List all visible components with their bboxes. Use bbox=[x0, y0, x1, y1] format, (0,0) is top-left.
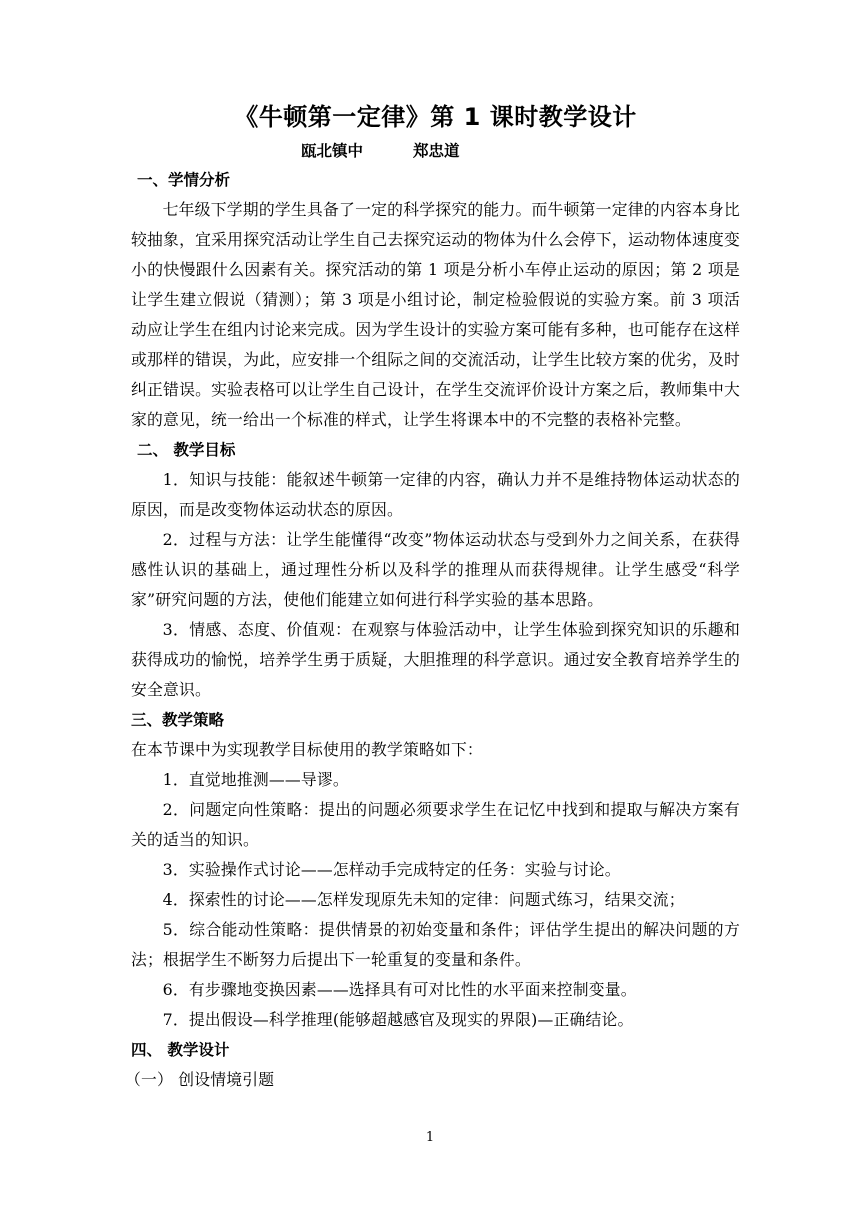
strategy-item-1: 1．直觉地推测——导谬。 bbox=[162, 770, 349, 789]
school-name: 瓯北镇中 bbox=[301, 142, 364, 160]
document-title: 《牛顿第一定律》第 1 课时教学设计 bbox=[234, 103, 637, 131]
objective-item-2: 2．过程与方法：让学生能懂得“改变”物体运动状态与受到外力之间关系，在获得感性认识的基础上，通过理性分析以及科学的推理从而获得规律。让学生感受“科学家”研究问题的方法，使他们能建立如何进行科学实验的基本思路。 bbox=[131, 530, 740, 609]
author-name: 郑忠道 bbox=[413, 142, 460, 160]
strategy-item-4: 4．探索性的讨论——怎样发现原先未知的定律：问题式练习，结果交流； bbox=[162, 890, 685, 909]
objective-item-3: 3．情感、态度、价值观：在观察与体验活动中，让学生体验到探究知识的乐趣和获得成功的愉悦，培养学生勇于质疑，大胆推理的科学意识。通过安全教育培养学生的安全意识。 bbox=[131, 620, 740, 699]
section-heading-2: 二、 教学目标 bbox=[137, 441, 236, 459]
strategy-intro: 在本节课中为实现教学目标使用的教学策略如下： bbox=[131, 740, 483, 759]
strategy-item-6: 6．有步骤地变换因素——选择具有可对比性的水平面来控制变量。 bbox=[162, 980, 637, 999]
section-heading-3: 三、教学策略 bbox=[131, 711, 225, 729]
strategy-item-7: 7．提出假设—科学推理(能够超越感官及现实的界限)—正确结论。 bbox=[162, 1010, 634, 1029]
strategy-item-2: 2．问题定向性策略：提出的问题必须要求学生在记忆中找到和提取与解决方案有关的适当的知识。 bbox=[131, 800, 740, 849]
page-number: 1 bbox=[425, 1130, 435, 1145]
section-heading-1: 一、学情分析 bbox=[137, 171, 231, 189]
strategy-item-5: 5．综合能动性策略：提供情景的初始变量和条件；评估学生提出的解决问题的方法；根据学生不断努力后提出下一轮重复的变量和条件。 bbox=[131, 920, 740, 969]
objective-item-1: 1．知识与技能：能叙述牛顿第一定律的内容，确认力并不是维持物体运动状态的原因，而是改变物体运动状态的原因。 bbox=[131, 470, 740, 519]
section-1-paragraph: 七年级下学期的学生具备了一定的科学探究的能力。而牛顿第一定律的内容本身比较抽象，宜采用探究活动让学生自己去探究运动的物体为什么会停下，运动物体速度变小的快慢跟什么因素有关。探究活动的第 1 项是分析小车停止运动的原因；第 2 项是让学生建立假说（猜测）；第 3 项是小组讨论，制定检验假说的实验方案。前 3 项活动应让学生在组内讨论来完成。因为学生设计的实验方案可能有多种，也可能存在这样或那样的错误，为此，应安排一个组际之间的交流活动，让学生比较方案的优劣，及时纠正错误。实验表格可以让学生自己设计，在学生交流评价设计方案之后，教师集中大家的意见，统一给出一个标准的样式，让学生将课本中的不完整的表格补完整。 bbox=[131, 200, 740, 429]
strategy-item-3: 3．实验操作式讨论——怎样动手完成特定的任务：实验与讨论。 bbox=[162, 860, 621, 879]
subsection-heading: （一） 创设情境引题 bbox=[125, 1070, 275, 1089]
author-line bbox=[131, 137, 740, 165]
section-heading-4: 四、 教学设计 bbox=[131, 1041, 230, 1059]
